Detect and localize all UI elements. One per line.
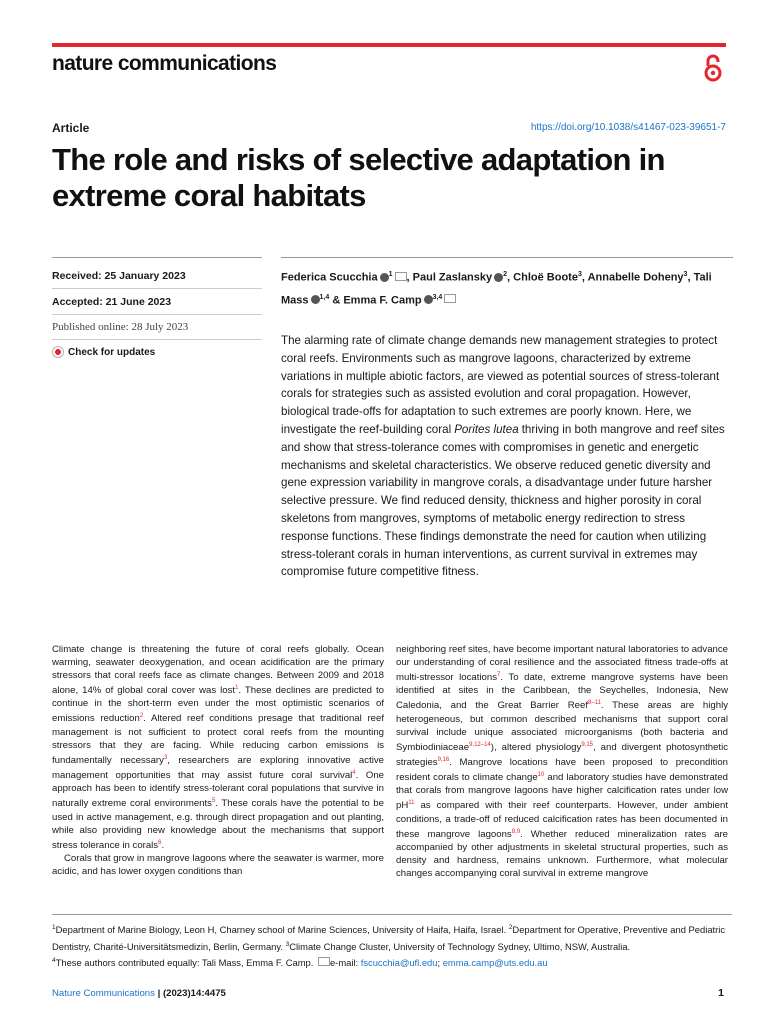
email-link[interactable]: emma.camp@uts.edu.au [442, 957, 548, 969]
divider [52, 257, 262, 258]
abstract [281, 332, 733, 581]
affiliation-mark: 3 [683, 271, 688, 278]
email-icon[interactable] [444, 294, 456, 303]
citation[interactable]: 10 [537, 772, 545, 779]
citation[interactable]: 9,15 [581, 741, 593, 748]
email-link[interactable]: fscucchia@ufl.edu [360, 957, 438, 969]
accepted-date: Accepted: 21 June 2023 [52, 296, 172, 308]
email-icon [318, 957, 330, 966]
author-name[interactable]: Tali Mass [281, 271, 712, 307]
citation[interactable]: 5 [211, 798, 216, 805]
footer-citation: Nature Communications | (2023)14:4475 [52, 988, 226, 999]
affiliation-mark: 1 [388, 271, 393, 278]
divider [281, 257, 733, 258]
affiliation-mark: 3,4 [432, 293, 443, 301]
body-column-1 [52, 643, 384, 878]
citation[interactable]: 9,16 [437, 756, 450, 763]
article-type: Article [52, 121, 90, 135]
citation[interactable]: 8,9 [511, 828, 521, 835]
abstract-text: The alarming rate of climate change demands new management strategies to protect coral reefs. Environments such as mangrove lagoons, characterized by extreme variations in multiple abiotic factors, are viewed as potential sources of stress-tolerant corals for strategies such as assisted evolution and coral propagation. However, biological trade-offs for adaptation to such extremes are poorly known. Here, we investigate the reef-building coral [281, 334, 720, 436]
published-date: Published online: 28 July 2023 [52, 321, 189, 333]
citation[interactable]: 6 [158, 839, 162, 846]
affiliation-mark: 3 [577, 271, 582, 278]
orcid-icon[interactable] [424, 295, 433, 304]
citation[interactable]: 8–11 [588, 700, 601, 707]
body-paragraph: Climate change is threatening the future of coral reefs globally. Ocean warming, seawater deoxygenation, and ocean acidification are the primary stressors that coral reefs face as climate changes. Between 2009 and 2018 alone, 14% of global coral cover was lost$^1$. These declines are predicted to continue in the short-term even under the most optimistic scenarios of emissions reduction$^2$. Altered reef conditions presage that traditional reef management is not sufficient to protect coral reefs from the mounting stressors that they are facing. While reducing carbon emissions is fundamentally necessary$^3$, researchers are exploring innovative active management opportunities that may assist future coral survival$^4$. One approach has been to identify stress-tolerant coral populations that survive in naturally extreme coral environments$^5$. These corals have the potential to be used in active management, e.g. through direct propagation and out planting, while also providing new knowledge about the mechanisms that support stress tolerance in corals$^6$. [52, 644, 384, 851]
body-column-2 [396, 643, 728, 880]
citation[interactable]: 1 [235, 685, 239, 692]
author-name[interactable]: Paul Zaslansky [412, 271, 493, 284]
citation[interactable]: 2 [139, 713, 144, 720]
doi-link[interactable]: https://doi.org/10.1038/s41467-023-39651-7 [530, 122, 726, 133]
author-separator: , [507, 271, 514, 284]
journal-name[interactable]: nature communications [52, 52, 277, 75]
author-list [281, 265, 733, 310]
species-name: Porites lutea [454, 422, 519, 436]
divider [52, 288, 262, 289]
citation[interactable]: 11 [408, 800, 415, 807]
author-separator: , [406, 271, 413, 284]
author-separator: & [329, 294, 344, 307]
open-access-icon[interactable] [702, 53, 724, 83]
citation[interactable]: 3 [163, 754, 168, 761]
author-separator: , [581, 271, 588, 284]
body-paragraph: neighboring reef sites, have become important natural laboratories to advance our understanding of coral resilience and the associated fitness trade-offs at multi-stressor locations$^7$. To date, extreme mangrove systems have been identified at sites in the Caribbean, the Seychelles, Indonesia, New Caledonia, and the Great Barrier Reef$^{8-11}$. These areas are highly heterogeneous, but common described mechanisms that support coral survival include unique associated microorganisms (both bacteria and Symbiodiniaceae$^{9,12-14}$), altered physiology$^{9,15}$, and divergent photosynthetic strategies$^{9,16}$. Mangrove locations have been proposed to precondition resident corals to climate change$^{10}$ and laboratory studies have demonstrated that corals from mangrove lagoons have higher calcification rates under low $pH^{11}$ as compared with their reef counterparts. However, under ambient conditions, a trade-off of reduced calcification rates has been documented in these mangrove lagoons$^{8,9}$. Whether reduced mineralization rates are accompanied by other adjustments in skeletal structural properties, such as density and hardness, remains unknown. Furthermore, what molecular changes accompanying coral survival in extreme mangrove [396, 644, 729, 880]
citation[interactable]: 7 [497, 672, 501, 679]
body-paragraph: Corals that grow in mangrove lagoons where the seawater is warmer, more acidic, and has lower oxygen conditions than [52, 852, 384, 877]
citation[interactable]: 4 [352, 769, 356, 776]
affiliations-footnote: $^1$Department of Marine Biology, Leon H, Charney school of Marine Sciences, University of Haifa, Haifa, Israel. $^2$Department for Operative, Preventive and Pediatric Dentistry, Charité-Universitätsmedizin, Berlin, Germany. $^3$Climate Change Cluster, University of Technology Sydney, Ultimo, NSW, Australia. $^4$These authors contributed equally: Tali Mass, Emma F. Camp. e-mail: fscucchia@ufl.edu; emma.camp@uts.edu.au [52, 924, 726, 969]
divider [52, 339, 262, 340]
footer-volume: (2023)14:4475 [162, 988, 226, 999]
orcid-icon[interactable] [380, 273, 389, 282]
author-name[interactable]: Chloë Boote [513, 271, 578, 284]
author-separator: , [687, 271, 694, 284]
divider [52, 314, 262, 315]
author-name[interactable]: Annabelle Doheny [587, 271, 684, 284]
abstract-text: thriving in both mangrove and reef sites and show that stress-tolerance comes with compromises in genetic and energetic mechanisms and skeletal characteristics. We observe reduced genetic diversity and gene expression variability in mangrove corals, a disadvantage under future harsher selective pressure. We find reduced density, thickness and higher porosity in coral skeletons from mangroves, symptoms of metabolic energy redirection to stress response functions. These findings demonstrate the need for caution when utilizing stress-tolerant corals in human interventions, as current survival in extremes may compromise future competitive fitness. [281, 422, 725, 579]
header-rule [52, 43, 726, 47]
check-for-updates-button[interactable] [52, 346, 155, 358]
citation[interactable]: 9,12–14 [469, 741, 491, 748]
article-title: The role and risks of selective adaptation in extreme coral habitats [52, 142, 665, 213]
check-updates-label: Check for updates [68, 346, 156, 358]
check-updates-icon [52, 346, 64, 358]
divider [52, 914, 732, 915]
author-name[interactable]: Federica Scucchia [281, 271, 378, 284]
email-icon[interactable] [395, 272, 407, 281]
affiliation-mark: 2 [503, 271, 508, 278]
page-number: 1 [718, 987, 724, 999]
orcid-icon[interactable] [311, 295, 320, 304]
affiliation-mark: 1,4 [319, 293, 330, 301]
footer-journal[interactable]: Nature Communications [52, 988, 155, 999]
author-name[interactable]: Emma F. Camp [343, 294, 422, 307]
orcid-icon[interactable] [494, 273, 503, 282]
received-date: Received: 25 January 2023 [52, 270, 186, 282]
